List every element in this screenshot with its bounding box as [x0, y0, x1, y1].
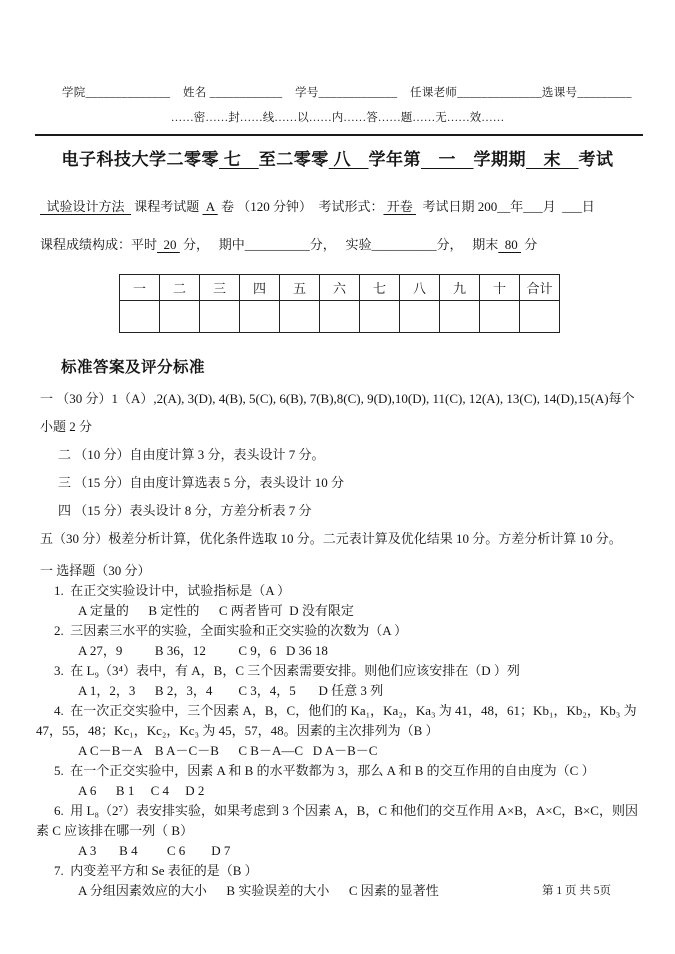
answer-item-5: 五（30 分）极差分析计算，优化条件选取 10 分。二元表计算及优化结果 10 分。方差分析计算 10 分。	[40, 531, 622, 546]
summary-score-cell	[400, 301, 440, 333]
question-3-stem: 3. 在 L₉（3⁴）表中，有 A，B，C 三个因素需要安排。则他们应该安排在（D ）列	[54, 663, 520, 678]
answer-item-1: 一 （30 分）1（A）,2(A), 3(D), 4(B), 5(C), 6(B), 7(B),8(C), 9(D),10(D), 11(C), 12(A), 13(C), 14(D),15(A)每个小题 2 分	[40, 391, 635, 434]
answers-section-heading: 标准答案及评分标准	[61, 359, 206, 376]
question-2-options: A 27，9 B 36，12 C 9，6 D 36 18	[78, 643, 328, 658]
summary-score-cell	[480, 301, 520, 333]
questions-section	[36, 581, 647, 901]
summary-score-cell	[120, 301, 160, 333]
summary-header-cell: 二	[160, 275, 200, 301]
summary-score-cell	[360, 301, 400, 333]
question-1-stem: 1. 在正交实验设计中，试验指标是（A ）	[54, 583, 291, 598]
question-3-options: A 1，2，3 B 2，3，4 C 3，4，5 D 任意 3 列	[78, 683, 384, 698]
summary-score-cell	[200, 301, 240, 333]
final-score-blank: 80	[498, 237, 522, 252]
title-text: 电子科技大学二零零	[61, 150, 219, 169]
title-blank-semester: 一	[421, 150, 474, 169]
course-name-blank: 试验设计方法	[40, 199, 132, 214]
answer-item-2: 二 （10 分）自由度计算 3 分，表头设计 7 分。	[58, 447, 325, 462]
page-number: 第 1 页 共 5页	[542, 885, 611, 897]
score-composition-line	[40, 234, 655, 253]
student-info-line: 学院______________ 姓名 ____________ 学号_____________ 任课老师______________选课号_________	[62, 87, 632, 99]
summary-header-cell: 合计	[520, 275, 560, 301]
exam-title	[0, 145, 675, 170]
summary-header-cell: 七	[360, 275, 400, 301]
question-4-options: A C－B－A B A－C－B C B－A—C D A－B－C	[78, 743, 378, 758]
summary-score-cell	[280, 301, 320, 333]
question-5-stem: 5. 在一个正交实验中，因素 A 和 B 的水平数都为 3，那么 A 和 B 的交互作用的自由度为（C ）	[54, 763, 595, 778]
summary-header-cell: 四	[240, 275, 280, 301]
summary-header-cell: 八	[400, 275, 440, 301]
summary-score-cell	[320, 301, 360, 333]
summary-score-cell	[160, 301, 200, 333]
daily-score-blank: 20	[157, 237, 180, 252]
exam-form-blank: 开卷	[383, 199, 416, 214]
score-text: 分， 期中__________分， 实验__________分， 期末	[179, 237, 499, 252]
answers-section	[40, 385, 647, 553]
score-text: 分	[521, 237, 538, 252]
question-6-stem: 6. 用 L₈（2⁷）表安排实验，如果考虑到 3 个因素 A，B，C 和他们的交互作用 A×B，A×C，B×C，则因素 C 应该排在哪一列（ B）	[36, 803, 638, 838]
score-summary-table	[119, 274, 560, 333]
course-info-line	[40, 196, 655, 215]
summary-header-cell: 五	[280, 275, 320, 301]
question-7-options: A 分组因素效应的大小 B 实验误差的大小 C 因素的显著性	[78, 883, 439, 898]
answer-item-3: 三 （15 分）自由度计算选表 5 分，表头设计 10 分	[58, 475, 345, 490]
summary-header-cell: 十	[480, 275, 520, 301]
score-text: 课程成绩构成：平时	[40, 237, 158, 252]
summary-score-cell	[240, 301, 280, 333]
title-text: 至二零零	[258, 150, 329, 169]
summary-header-cell: 三	[200, 275, 240, 301]
question-6-options: A 3 B 4 C 6 D 7	[78, 843, 231, 858]
seal-line: ……密……封……线……以……内……答……题……无……效……	[170, 112, 505, 124]
summary-score-row	[120, 301, 560, 333]
course-text: 卷 （120 分钟） 考试形式：	[217, 199, 384, 214]
summary-score-cell	[520, 301, 560, 333]
course-text: 课程考试题	[131, 199, 203, 214]
question-2-stem: 2. 三因素三水平的实验，全面实验和正交实验的次数为（A ）	[54, 623, 408, 638]
question-1-options: A 定量的 B 定性的 C 两者皆可 D 没有限定	[78, 603, 354, 618]
title-blank-year-end: 八	[328, 150, 369, 169]
title-text: 考试	[578, 150, 614, 169]
course-text: 考试日期 200__年___月 ___日	[415, 199, 595, 214]
question-5-options: A 6 B 1 C 4 D 2	[78, 783, 205, 798]
title-text: 学期期	[473, 150, 526, 169]
answer-item-4: 四 （15 分）表头设计 8 分，方差分析表 7 分	[58, 503, 312, 518]
paper-version-blank: A	[202, 199, 218, 214]
summary-header-cell: 九	[440, 275, 480, 301]
choice-section-heading: 一 选择题（30 分）	[40, 563, 151, 578]
summary-header-cell: 一	[120, 275, 160, 301]
divider-line	[35, 134, 643, 136]
summary-score-cell	[440, 301, 480, 333]
summary-header-row	[120, 275, 560, 301]
summary-header-cell: 六	[320, 275, 360, 301]
title-blank-term: 末	[526, 150, 579, 169]
question-4-stem: 4. 在一次正交实验中，三个因素 A，B，C，他们的 Ka₁，Ka₂，Ka₃ 为 41，48，61；Kb₁，Kb₂，Kb₃ 为 47，55，48；Kc₁，Kc₂，Kc₃ 为 45，57，48。因素的主次排列为（B ）	[36, 703, 640, 738]
title-text: 学年第	[368, 150, 421, 169]
title-blank-year-start: 七	[219, 150, 259, 169]
question-7-stem: 7. 内变差平方和 Se 表征的是（B ）	[54, 863, 258, 878]
